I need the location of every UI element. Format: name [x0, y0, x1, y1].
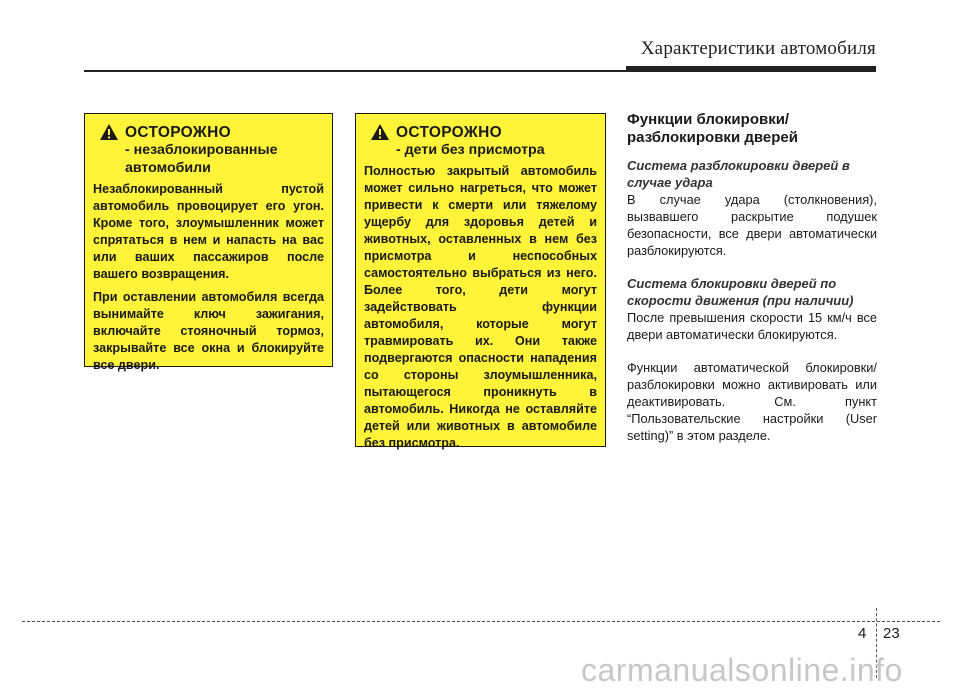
warning-title: ОСТОРОЖНО	[125, 123, 231, 141]
section-title: Функции блокировки/ разблокировки дверей	[627, 111, 798, 146]
warning-paragraph: Незаблокированный пустой автомобиль провоцирует его угон. Кроме того, злоумышленник может спрятаться в нем и напасть на вас или ваших пассажиров после вашего возвращения.	[93, 182, 324, 281]
paragraph-settings: Функции автоматической блокировки/разблокировки можно активировать или деактивировать. См. пункт “Пользовательские настройки (User setting)” в этом разделе.	[627, 360, 877, 443]
warning-header	[364, 123, 597, 141]
warning-body	[93, 181, 324, 374]
subsection-title-speed-lock: Система блокировки дверей по скорости движения (при наличии)	[627, 276, 854, 308]
warning-paragraph: При оставлении автомобиля всегда вынимайте ключ зажигания, включайте стояночный тормоз, закрывайте все окна и блокируйте все двери.	[93, 290, 324, 372]
warning-triangle-icon	[99, 123, 119, 141]
warning-triangle-icon	[370, 123, 390, 141]
subsection-title-impact-unlock: Система разблокировки дверей в случае удара	[627, 158, 850, 190]
header-divider-accent	[626, 66, 876, 72]
paragraph-speed-lock: После превышения скорости 15 км/ч все двери автоматически блокируются.	[627, 310, 877, 342]
warning-body	[364, 163, 597, 452]
chapter-number: 4	[858, 625, 867, 642]
footer-divider	[22, 621, 940, 622]
paragraph-impact-unlock: В случае удара (столкновения), вызвавшего раскрытие подушек безопасности, все двери автоматически разблокируются.	[627, 192, 877, 258]
warning-subtitle: - дети без присмотра	[396, 142, 545, 158]
warning-box-unattended-children	[355, 113, 606, 450]
page-header-title: Характеристики автомобиля	[640, 38, 876, 59]
warning-box-unlocked-vehicles	[84, 113, 333, 372]
warning-paragraph: Полностью закрытый автомобиль может сильно нагреться, что может привести к смерти или тяжелому ущербу для здоровья детей и животных, оставленных в нем без присмотра и неспособных самостоятельно выбраться из него. Более того, дети могут задействовать функции автомобиля, которые могут травмировать их. Они также подвергаются опасности нападения со стороны злоумышленника, пытающегося проникнуть в автомобиль. Никогда не оставляйте детей или животных в автомобиле без присмотра.	[364, 164, 597, 450]
watermark: carmanualsonline.info	[581, 652, 903, 688]
lock-functions-section	[627, 111, 877, 460]
warning-subtitle-cont: автомобили	[125, 160, 211, 176]
warning-title: ОСТОРОЖНО	[396, 123, 502, 141]
warning-header	[93, 123, 324, 141]
page-number: 23	[883, 625, 900, 642]
warning-subtitle: - незаблокированные	[125, 142, 278, 158]
